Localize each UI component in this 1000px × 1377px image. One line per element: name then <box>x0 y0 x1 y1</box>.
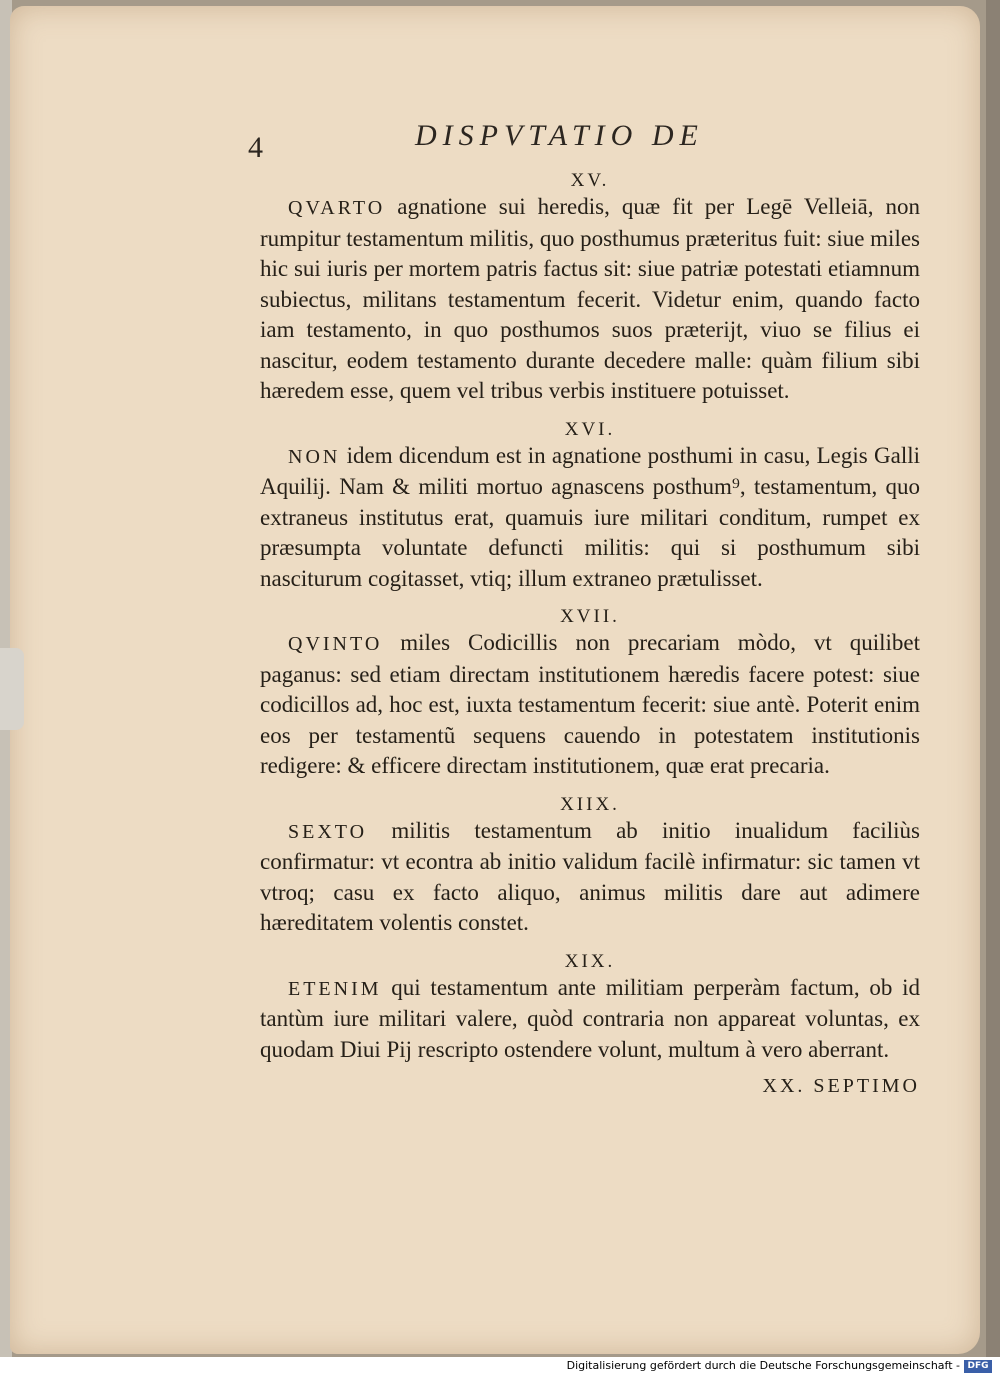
section-number: XVI. <box>564 418 616 440</box>
section-paragraph <box>260 973 920 1066</box>
section-lead-word: NON <box>288 445 341 468</box>
section-paragraph <box>260 192 920 407</box>
section-text: miles Codicillis non precariam mòdo, vt quilibet paganus: sed etiam directam institutionem hæredis facere potest: siue codicillos ad, hoc est, iuxta testamentum fecerit: siue antè. Poterit enim eos per testamentũ sequens cauendo in potestatem institutionis redigere: & efficere directam institutionem, quæ erat precaria. <box>260 630 921 778</box>
section-paragraph <box>260 441 920 595</box>
section <box>260 951 920 1066</box>
section <box>260 419 920 595</box>
section-text: qui testamentum ante militiam perperàm factum, ob id tantùm iure militari valere, quòd contraria non appareat voluntas, ex quodam Diui Pij rescripto ostendere volunt, multum à vero aberrant. <box>260 974 920 1062</box>
page-header <box>240 115 940 165</box>
section <box>260 170 920 407</box>
section-lead-word: QVARTO <box>288 197 386 219</box>
section <box>260 606 920 782</box>
page-number: 4 <box>248 131 263 164</box>
section-number: XV. <box>570 170 610 191</box>
section-text: agnatione sui heredis, quæ fit per Legē Velleiā, non rumpitur testamentum militis, quo posthumus præteritus fuit: siue miles hic sui iuris per mortem patris factus sit: siue patriæ potestati etiamnum subiectus, militans testamentum fecerit. Videtur enim, quando facto iam testamento, in quo posthumos suos præterijt, viuo se filius ei nascitur, eodem testamento durante decedere malle: quàm filium sibi hæredem esse, quem vel tribus verbis instituere potuisset. <box>260 194 921 403</box>
section-number: XVII. <box>560 606 620 627</box>
page-clip <box>0 648 24 730</box>
section-lead-word: ETENIM <box>288 977 382 1000</box>
page-body <box>260 170 920 1098</box>
section-number: XIIX. <box>560 793 620 815</box>
dfg-logo[interactable]: DFG <box>964 1360 992 1373</box>
section-lead-word: QVINTO <box>288 633 383 655</box>
section-paragraph <box>260 628 920 782</box>
catchword: XX. SEPTIMO <box>762 1075 920 1097</box>
section-paragraph <box>260 816 920 939</box>
footer-credit: Digitalisierung gefördert durch die Deutsche Forschungsgemeinschaft - <box>566 1359 960 1372</box>
section <box>260 794 920 939</box>
footer-bar <box>0 1357 1000 1377</box>
page-stack-edge <box>986 0 1000 1357</box>
section-lead-word: SEXTO <box>288 820 368 843</box>
section-text: idem dicendum est in agnatione posthumi in casu, Legis Galli Aquilij. Nam & militi mortuo agnascens posthum⁹, testamentum, quo extraneus institutus erat, quamuis iure militari conditum, rumpet ex præsumpta voluntate defuncti militis: qui si posthumum sibi nasciturum cogitasset, vtiq; illum extraneo prætulisset. <box>260 442 921 591</box>
section-number: XIX. <box>564 950 616 972</box>
section-text: militis testamentum ab initio inualidum faciliùs confirmatur: vt econtra ab initio validum facilè infirmatur: sic tamen vt vtroq; casu ex facto aliquo, animus militis dare aut adimere hæreditatem volentis constet. <box>260 817 921 935</box>
running-head: DISPVTATIO DE <box>415 119 704 152</box>
